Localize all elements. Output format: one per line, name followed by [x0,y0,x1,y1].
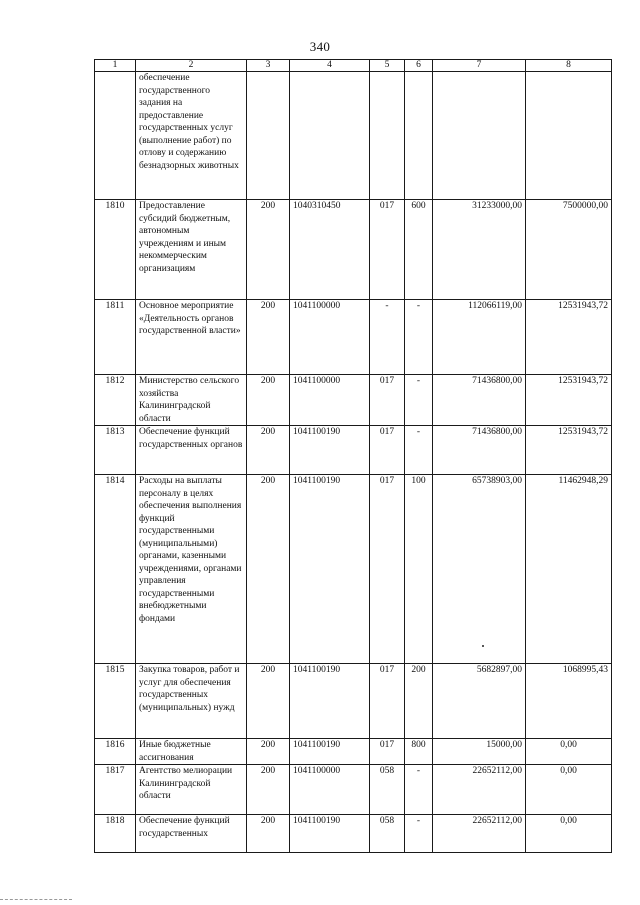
row-col3: 200 [247,739,290,765]
row-col5: 017 [370,200,405,300]
row-col6 [405,72,433,200]
row-col3: 200 [247,426,290,475]
row-col7 [433,72,526,200]
row-number [95,72,136,200]
row-col6: 600 [405,200,433,300]
row-col5: 017 [370,375,405,426]
row-col3: 200 [247,664,290,739]
row-col8: 7500000,00 [526,200,612,300]
table-row [95,739,612,765]
row-col4: 1041100190 [290,426,370,475]
row-number: 1815 [95,664,136,739]
row-col5: - [370,300,405,375]
row-col6: 100 [405,475,433,664]
column-header: 4 [290,60,370,72]
row-name: Основное мероприятие «Деятельность органов государственной власти» [136,300,247,375]
row-col8: 0,00 [526,815,612,853]
column-header: 7 [433,60,526,72]
row-col7: 112066119,00 [433,300,526,375]
row-name: Иные бюджетные ассигнования [136,739,247,765]
row-col8 [526,72,612,200]
row-col5: 017 [370,475,405,664]
row-name: Обеспечение функций государственных [136,815,247,853]
row-col6: - [405,815,433,853]
row-col6: - [405,426,433,475]
budget-table [94,59,612,853]
row-col5: 017 [370,739,405,765]
table-row [95,375,612,426]
row-col7: 15000,00 [433,739,526,765]
column-header: 3 [247,60,290,72]
row-name: Расходы на выплаты персоналу в целях обеспечения выполнения функций государственными (муниципальными) органами, казенными учреждениями, органами управления государственными внебюджетными фондами [136,475,247,664]
row-col6: 200 [405,664,433,739]
row-col3: 200 [247,815,290,853]
column-header: 8 [526,60,612,72]
row-col5: 058 [370,815,405,853]
row-name: Министерство сельского хозяйства Калининградской области [136,375,247,426]
row-col8: 12531943,72 [526,300,612,375]
row-col7: 22652112,00 [433,815,526,853]
table-row [95,815,612,853]
row-name: Закупка товаров, работ и услуг для обеспечения государственных (муниципальных) нужд [136,664,247,739]
row-name: Агентство мелиорации Калининградской области [136,765,247,815]
row-col4: 1040310450 [290,200,370,300]
row-col6: - [405,300,433,375]
table-body [95,72,612,853]
row-col6: - [405,375,433,426]
scan-speck [482,645,484,647]
table-row [95,72,612,200]
row-col5: 017 [370,664,405,739]
row-number: 1811 [95,300,136,375]
row-number: 1818 [95,815,136,853]
row-name: Предоставление субсидий бюджетным, автономным учреждениям и иным некоммерческим организациям [136,200,247,300]
row-col6: - [405,765,433,815]
row-col7: 65738903,00 [433,475,526,664]
row-col3: 200 [247,200,290,300]
row-name: Обеспечение функций государственных органов [136,426,247,475]
row-col8: 0,00 [526,739,612,765]
row-col6: 800 [405,739,433,765]
footer-divider [0,899,72,900]
column-header: 6 [405,60,433,72]
row-col4: 1041100190 [290,815,370,853]
row-number: 1816 [95,739,136,765]
row-col4: 1041100190 [290,739,370,765]
column-header: 2 [136,60,247,72]
row-col8: 11462948,29 [526,475,612,664]
row-col7: 22652112,00 [433,765,526,815]
column-header: 5 [370,60,405,72]
row-col8: 12531943,72 [526,375,612,426]
row-number: 1812 [95,375,136,426]
row-col7: 31233000,00 [433,200,526,300]
row-col4: 1041100000 [290,765,370,815]
table-row [95,475,612,664]
row-col4: 1041100000 [290,375,370,426]
row-col3 [247,72,290,200]
table-row [95,200,612,300]
row-col7: 71436800,00 [433,426,526,475]
row-col3: 200 [247,765,290,815]
row-col3: 200 [247,475,290,664]
row-col8: 0,00 [526,765,612,815]
page-number: 340 [309,39,331,54]
row-col8: 12531943,72 [526,426,612,475]
row-number: 1814 [95,475,136,664]
row-col7: 71436800,00 [433,375,526,426]
table-row [95,426,612,475]
row-col4: 1041100190 [290,475,370,664]
row-col5 [370,72,405,200]
row-number: 1817 [95,765,136,815]
row-col3: 200 [247,375,290,426]
table-row [95,664,612,739]
table-row [95,765,612,815]
row-col4: 1041100000 [290,300,370,375]
row-number: 1810 [95,200,136,300]
row-col4 [290,72,370,200]
row-col3: 200 [247,300,290,375]
row-col7: 5682897,00 [433,664,526,739]
row-col5: 017 [370,426,405,475]
row-number: 1813 [95,426,136,475]
row-name: обеспечение государственного задания на предоставление государственных услуг (выполнение работ) по отлову и содержанию безнадзорных животных [136,72,247,200]
table-row [95,300,612,375]
column-header: 1 [95,60,136,72]
row-col5: 058 [370,765,405,815]
header-row [95,60,612,72]
row-col8: 1068995,43 [526,664,612,739]
row-col4: 1041100190 [290,664,370,739]
